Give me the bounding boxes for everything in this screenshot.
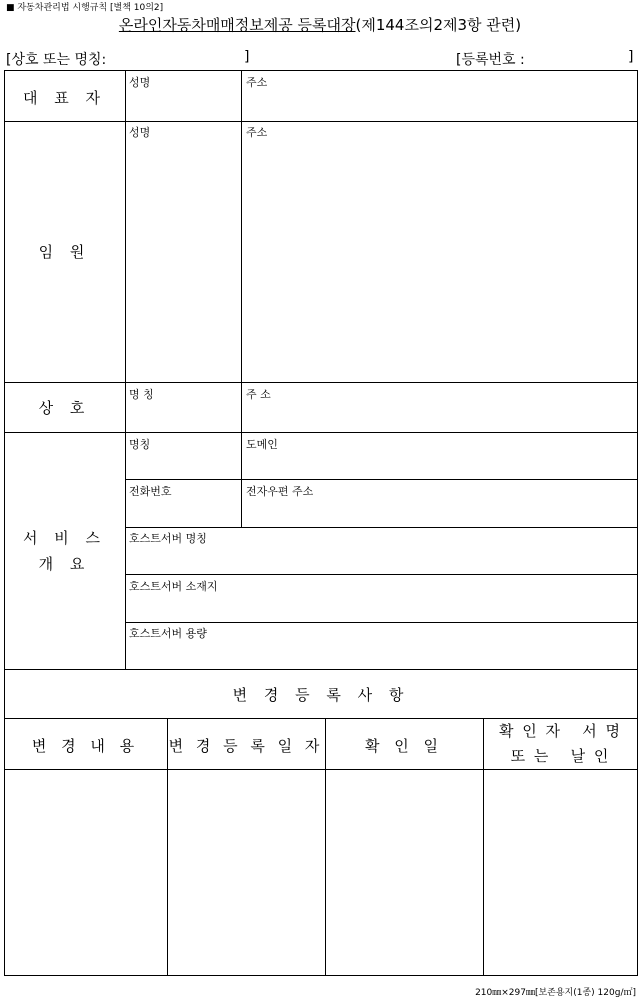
- divider: [125, 70, 126, 669]
- officers-name-label: 성명: [129, 126, 151, 139]
- company-label: 상 호: [38, 399, 91, 417]
- representative-name-label: 성명: [129, 76, 151, 89]
- title-main: 온라인자동차매매정보제공 등록대장: [118, 16, 356, 34]
- host-server-capacity-label: 호스트서버 용량: [129, 627, 207, 640]
- service-email-label: 전자우편 주소: [246, 485, 314, 498]
- host-server-name-label: 호스트서버 명칭: [129, 532, 207, 545]
- company-address-label: 주 소: [246, 388, 271, 401]
- divider: [241, 479, 242, 527]
- officers-label: 임 원: [38, 243, 91, 261]
- company-name-field: [상호 또는 명칭:: [6, 52, 107, 68]
- host-server-location-label: 호스트서버 소재지: [129, 580, 218, 593]
- change-registration-heading: 변 경 등 록 사 항: [232, 686, 410, 704]
- divider: [4, 669, 638, 670]
- divider: [241, 70, 242, 479]
- confirmation-date-header: 확 인 일: [364, 737, 443, 755]
- representative-label: 대 표 자: [22, 89, 106, 107]
- divider: [325, 718, 326, 976]
- divider: [4, 718, 638, 719]
- divider: [125, 527, 638, 528]
- divider: [4, 769, 638, 770]
- service-name-label: 명칭: [129, 438, 151, 451]
- divider: [4, 121, 638, 122]
- service-domain-label: 도메인: [246, 438, 278, 451]
- divider: [125, 574, 638, 575]
- divider: [125, 479, 638, 480]
- divider: [4, 432, 638, 433]
- confirmer-signature-header-line1: 확 인 자 서 명: [498, 722, 623, 740]
- officers-address-label: 주소: [246, 126, 268, 139]
- divider: [125, 622, 638, 623]
- service-label-line2: 개 요: [38, 555, 91, 573]
- change-content-header: 변 경 내 용: [31, 737, 140, 755]
- register-table: [4, 70, 638, 976]
- paper-spec-footer: 210㎜×297㎜[보존용지(1종) 120g/㎡]: [475, 988, 636, 998]
- law-reference: ■ 자동차관리법 시행규칙 [별책 10의2]: [6, 3, 164, 13]
- page-title: [0, 14, 640, 35]
- service-label-line1: 서 비 스: [22, 529, 106, 547]
- confirmer-signature-header-line2: 또 는 날 인: [510, 747, 611, 765]
- registration-number-field-close: ]: [628, 49, 634, 65]
- divider: [4, 382, 638, 383]
- service-phone-label: 전화번호: [129, 485, 172, 498]
- company-name-label: 명 칭: [129, 388, 154, 401]
- change-date-header: 변 경 등 록 일 자: [168, 737, 324, 755]
- registration-number-field: [등록번호 :: [456, 52, 525, 68]
- divider: [167, 718, 168, 976]
- company-name-field-close: ]: [244, 49, 250, 65]
- representative-address-label: 주소: [246, 76, 268, 89]
- title-suffix: (제144조의2제3항 관련): [355, 16, 522, 34]
